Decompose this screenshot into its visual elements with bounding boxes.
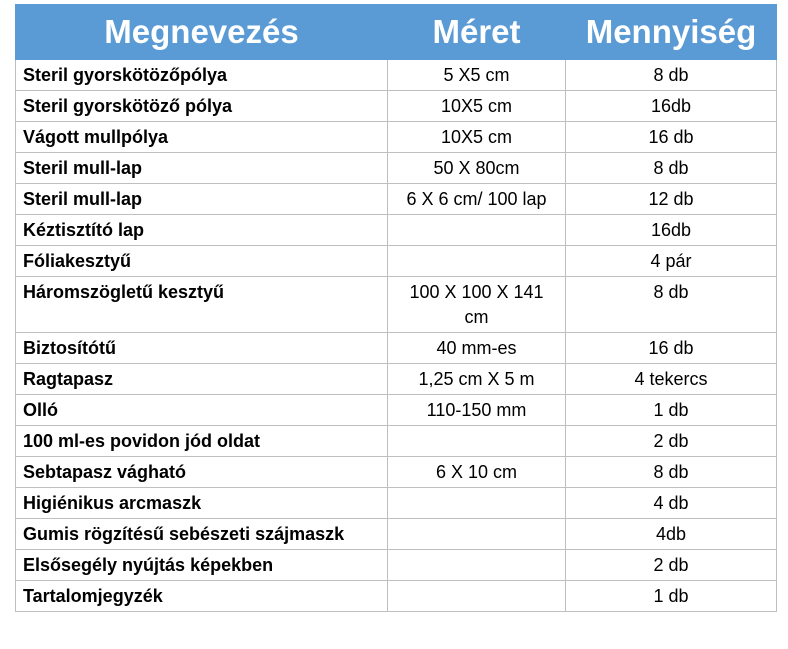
cell-size [388, 364, 566, 395]
cell-size [388, 184, 566, 215]
cell-quantity: 16db [566, 91, 777, 122]
table-row [16, 122, 777, 153]
cell-size [388, 91, 566, 122]
header-row [16, 5, 777, 60]
cell-size [388, 581, 566, 612]
table-row [16, 457, 777, 488]
cell-size-text: 10X5 cm [440, 96, 513, 116]
cell-quantity: 1 db [566, 395, 777, 426]
cell-size [388, 488, 566, 519]
cell-name: Biztosítótű [16, 333, 388, 364]
table-row [16, 550, 777, 581]
cell-quantity: 1 db [566, 581, 777, 612]
cell-size [388, 215, 566, 246]
cell-name: Kéztisztító lap [16, 215, 388, 246]
cell-size-text: 110-150 mm [426, 400, 527, 420]
cell-size [388, 457, 566, 488]
cell-name: Ragtapasz [16, 364, 388, 395]
cell-name: Fóliakesztyű [16, 246, 388, 277]
cell-size [388, 277, 566, 333]
header-name: Megnevezés [16, 5, 388, 60]
cell-quantity: 8 db [566, 60, 777, 91]
cell-size-text: 40 mm-es [436, 338, 517, 358]
table-row [16, 60, 777, 91]
table-row [16, 333, 777, 364]
cell-quantity: 2 db [566, 426, 777, 457]
cell-quantity: 12 db [566, 184, 777, 215]
first-aid-kit-table [15, 4, 777, 612]
table-row [16, 246, 777, 277]
cell-size-text: 6 X 6 cm/ 100 lap [406, 189, 547, 209]
cell-quantity: 4 pár [566, 246, 777, 277]
cell-quantity: 16 db [566, 333, 777, 364]
cell-name: Sebtapasz vágható [16, 457, 388, 488]
header-size: Méret [388, 5, 566, 60]
cell-quantity: 4 db [566, 488, 777, 519]
table-row [16, 184, 777, 215]
cell-name: Háromszögletű kesztyű [16, 277, 388, 333]
cell-size [388, 395, 566, 426]
cell-quantity: 8 db [566, 153, 777, 184]
cell-name: 100 ml-es povidon jód oldat [16, 426, 388, 457]
header-quantity: Mennyiség [566, 5, 777, 60]
table-row [16, 91, 777, 122]
cell-name: Steril mull-lap [16, 153, 388, 184]
cell-quantity: 16 db [566, 122, 777, 153]
table-row [16, 277, 777, 333]
cell-quantity: 8 db [566, 277, 777, 333]
table-row [16, 426, 777, 457]
table-row [16, 519, 777, 550]
cell-size [388, 550, 566, 581]
cell-quantity: 4 tekercs [566, 364, 777, 395]
cell-name: Steril gyorskötözőpólya [16, 60, 388, 91]
cell-name: Steril mull-lap [16, 184, 388, 215]
table-row [16, 364, 777, 395]
cell-name: Gumis rögzítésű sebészeti szájmaszk [16, 519, 388, 550]
cell-size-text: 1,25 cm X 5 m [418, 369, 535, 389]
cell-size [388, 519, 566, 550]
table-header [16, 5, 777, 60]
cell-size-text: 50 X 80cm [433, 158, 520, 178]
cell-size [388, 426, 566, 457]
table-row [16, 215, 777, 246]
cell-size-text: 6 X 10 cm [435, 462, 518, 482]
cell-quantity: 8 db [566, 457, 777, 488]
cell-quantity: 4db [566, 519, 777, 550]
cell-size [388, 60, 566, 91]
table-row [16, 153, 777, 184]
cell-name: Higiénikus arcmaszk [16, 488, 388, 519]
table-row [16, 581, 777, 612]
cell-name: Vágott mullpólya [16, 122, 388, 153]
cell-size-text: 10X5 cm [440, 127, 513, 147]
cell-name: Steril gyorskötöző pólya [16, 91, 388, 122]
cell-size [388, 122, 566, 153]
cell-quantity: 2 db [566, 550, 777, 581]
cell-size [388, 246, 566, 277]
table-row [16, 488, 777, 519]
table-row [16, 395, 777, 426]
cell-size [388, 333, 566, 364]
cell-name: Elsősegély nyújtás képekben [16, 550, 388, 581]
cell-name: Tartalomjegyzék [16, 581, 388, 612]
cell-size [388, 153, 566, 184]
cell-size-text: 5 X5 cm [443, 65, 510, 85]
cell-size-text: 100 X 100 X 141 cm [409, 282, 544, 327]
cell-quantity: 16db [566, 215, 777, 246]
cell-name: Olló [16, 395, 388, 426]
table-body [16, 60, 777, 612]
